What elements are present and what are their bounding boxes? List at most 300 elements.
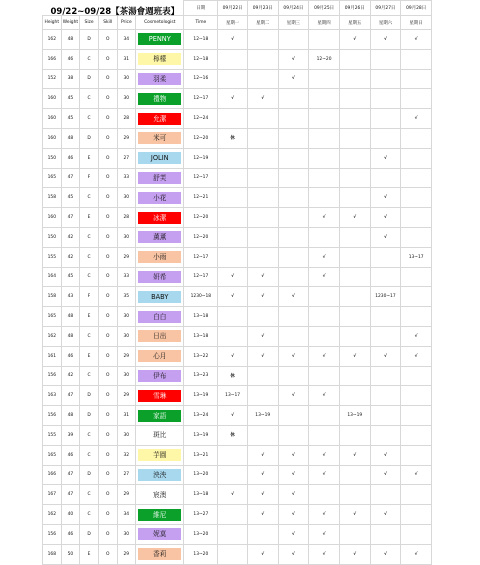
skill-cell: O bbox=[98, 346, 117, 366]
page-title: 09/22~09/28【茶湯會週班表】 bbox=[50, 6, 180, 17]
day-cell: √ bbox=[218, 30, 248, 50]
skill-cell: O bbox=[98, 326, 117, 346]
day-cell bbox=[247, 227, 278, 247]
day-cell bbox=[309, 366, 340, 386]
day-cell bbox=[401, 208, 432, 228]
size-cell: D bbox=[80, 386, 99, 406]
day-cell: √ bbox=[339, 445, 370, 465]
day-cell bbox=[218, 148, 248, 168]
day-cell: √ bbox=[370, 188, 401, 208]
table-row bbox=[43, 287, 432, 307]
day-cell bbox=[247, 425, 278, 445]
skill-cell: O bbox=[98, 524, 117, 544]
weight-cell: 45 bbox=[61, 109, 80, 129]
day-cell: √ bbox=[401, 544, 432, 564]
height-cell: 158 bbox=[43, 188, 62, 208]
height-cell: 150 bbox=[43, 148, 62, 168]
day-cell: √ bbox=[247, 287, 278, 307]
column-header-skill: Skill bbox=[98, 16, 117, 30]
time-cell: 12~18 bbox=[184, 49, 218, 69]
day-cell: √ bbox=[278, 287, 309, 307]
price-cell: 30 bbox=[117, 366, 136, 386]
cosmetologist-name: 舒芙 bbox=[138, 172, 181, 184]
price-cell: 34 bbox=[117, 30, 136, 50]
date-header: 09月28日 bbox=[401, 1, 432, 16]
time-cell: 13~18 bbox=[184, 485, 218, 505]
skill-cell: O bbox=[98, 227, 117, 247]
day-cell bbox=[401, 425, 432, 445]
cosmetologist-cell bbox=[136, 425, 184, 445]
day-cell bbox=[218, 465, 248, 485]
day-cell bbox=[339, 69, 370, 89]
skill-cell: O bbox=[98, 247, 117, 267]
day-cell: √ bbox=[247, 505, 278, 525]
day-cell bbox=[309, 148, 340, 168]
day-cell: √ bbox=[370, 208, 401, 228]
day-cell bbox=[401, 128, 432, 148]
size-cell: C bbox=[80, 49, 99, 69]
weight-cell: 43 bbox=[61, 287, 80, 307]
height-cell: 160 bbox=[43, 89, 62, 109]
size-cell: D bbox=[80, 524, 99, 544]
cosmetologist-cell bbox=[136, 30, 184, 50]
cosmetologist-cell bbox=[136, 465, 184, 485]
size-cell: E bbox=[80, 544, 99, 564]
day-cell bbox=[401, 188, 432, 208]
price-cell: 30 bbox=[117, 89, 136, 109]
day-cell bbox=[370, 366, 401, 386]
day-cell: √ bbox=[278, 445, 309, 465]
column-header-size: Size bbox=[80, 16, 99, 30]
time-cell: 13~18 bbox=[184, 307, 218, 327]
price-cell: 31 bbox=[117, 406, 136, 426]
day-cell bbox=[218, 524, 248, 544]
column-header-cosmetologist: Cosmetologist bbox=[136, 16, 184, 30]
time-cell: 1230~18 bbox=[184, 287, 218, 307]
time-cell: 13~21 bbox=[184, 445, 218, 465]
day-cell: √ bbox=[309, 267, 340, 287]
price-cell: 35 bbox=[117, 287, 136, 307]
day-cell bbox=[339, 188, 370, 208]
day-cell: √ bbox=[278, 69, 309, 89]
skill-cell: O bbox=[98, 49, 117, 69]
day-cell bbox=[218, 445, 248, 465]
table-row bbox=[43, 30, 432, 50]
price-cell: 29 bbox=[117, 346, 136, 366]
height-cell: 161 bbox=[43, 346, 62, 366]
price-cell: 31 bbox=[117, 49, 136, 69]
day-cell bbox=[278, 148, 309, 168]
cosmetologist-cell bbox=[136, 148, 184, 168]
date-header: 09月24日 bbox=[278, 1, 309, 16]
skill-cell: O bbox=[98, 307, 117, 327]
height-cell: 155 bbox=[43, 247, 62, 267]
day-cell bbox=[247, 49, 278, 69]
height-cell: 160 bbox=[43, 208, 62, 228]
day-cell: √ bbox=[309, 544, 340, 564]
height-cell: 160 bbox=[43, 128, 62, 148]
day-cell bbox=[339, 307, 370, 327]
cosmetologist-cell bbox=[136, 89, 184, 109]
day-cell bbox=[370, 406, 401, 426]
skill-cell: O bbox=[98, 386, 117, 406]
cosmetologist-name: 雪琳 bbox=[138, 390, 181, 402]
cosmetologist-cell bbox=[136, 267, 184, 287]
day-cell bbox=[401, 485, 432, 505]
weight-cell: 50 bbox=[61, 544, 80, 564]
day-cell bbox=[339, 168, 370, 188]
day-cell bbox=[309, 227, 340, 247]
table-row bbox=[43, 465, 432, 485]
cosmetologist-cell bbox=[136, 544, 184, 564]
price-cell: 30 bbox=[117, 524, 136, 544]
day-cell bbox=[370, 69, 401, 89]
size-cell: C bbox=[80, 326, 99, 346]
weight-cell: 40 bbox=[61, 505, 80, 525]
day-cell bbox=[247, 307, 278, 327]
height-cell: 155 bbox=[43, 425, 62, 445]
day-cell bbox=[370, 128, 401, 148]
day-cell bbox=[339, 366, 370, 386]
column-header-height: Height bbox=[43, 16, 62, 30]
cosmetologist-name: PENNY bbox=[138, 33, 181, 45]
day-cell bbox=[309, 69, 340, 89]
day-cell bbox=[401, 505, 432, 525]
header-row-dates bbox=[43, 1, 432, 16]
weight-cell: 45 bbox=[61, 267, 80, 287]
day-cell: 休 bbox=[218, 425, 248, 445]
time-cell: 13~23 bbox=[184, 366, 218, 386]
day-cell: √ bbox=[370, 227, 401, 247]
day-cell: √ bbox=[339, 30, 370, 50]
weight-cell: 48 bbox=[61, 307, 80, 327]
day-cell: √ bbox=[218, 89, 248, 109]
height-cell: 152 bbox=[43, 69, 62, 89]
price-cell: 28 bbox=[117, 208, 136, 228]
time-cell: 12~19 bbox=[184, 148, 218, 168]
day-cell bbox=[309, 128, 340, 148]
table-row bbox=[43, 247, 432, 267]
day-cell: 13~17 bbox=[218, 386, 248, 406]
day-cell bbox=[218, 49, 248, 69]
day-cell bbox=[218, 208, 248, 228]
day-cell bbox=[401, 366, 432, 386]
cosmetologist-name: 泱泱 bbox=[138, 469, 181, 481]
table-row bbox=[43, 425, 432, 445]
skill-cell: O bbox=[98, 109, 117, 129]
day-cell bbox=[218, 307, 248, 327]
day-cell bbox=[339, 326, 370, 346]
height-cell: 162 bbox=[43, 505, 62, 525]
day-cell bbox=[278, 109, 309, 129]
height-cell: 160 bbox=[43, 109, 62, 129]
size-cell: E bbox=[80, 346, 99, 366]
date-header: 09月23日 bbox=[247, 1, 278, 16]
weight-cell: 46 bbox=[61, 49, 80, 69]
price-cell: 32 bbox=[117, 445, 136, 465]
cosmetologist-name: 維尼 bbox=[138, 509, 181, 521]
day-cell bbox=[247, 366, 278, 386]
weight-cell: 47 bbox=[61, 485, 80, 505]
table-row bbox=[43, 346, 432, 366]
day-cell: √ bbox=[370, 465, 401, 485]
size-cell: D bbox=[80, 128, 99, 148]
table-row bbox=[43, 109, 432, 129]
day-cell bbox=[278, 188, 309, 208]
day-cell: √ bbox=[339, 505, 370, 525]
day-cell bbox=[370, 247, 401, 267]
day-cell: √ bbox=[218, 406, 248, 426]
cosmetologist-cell bbox=[136, 208, 184, 228]
table-row bbox=[43, 326, 432, 346]
cosmetologist-name: 冰潔 bbox=[138, 212, 181, 224]
day-cell: √ bbox=[309, 386, 340, 406]
day-cell bbox=[247, 128, 278, 148]
day-cell bbox=[218, 505, 248, 525]
day-cell: √ bbox=[339, 208, 370, 228]
size-cell: C bbox=[80, 89, 99, 109]
day-cell bbox=[218, 227, 248, 247]
size-cell: F bbox=[80, 168, 99, 188]
weight-cell: 38 bbox=[61, 69, 80, 89]
cosmetologist-cell bbox=[136, 505, 184, 525]
time-cell: 13~20 bbox=[184, 524, 218, 544]
day-cell bbox=[401, 386, 432, 406]
table-row bbox=[43, 524, 432, 544]
weight-cell: 46 bbox=[61, 148, 80, 168]
skill-cell: O bbox=[98, 128, 117, 148]
size-cell: C bbox=[80, 109, 99, 129]
day-cell bbox=[339, 524, 370, 544]
size-cell: E bbox=[80, 148, 99, 168]
skill-cell: O bbox=[98, 89, 117, 109]
weight-cell: 45 bbox=[61, 188, 80, 208]
day-cell bbox=[309, 307, 340, 327]
day-cell bbox=[401, 89, 432, 109]
day-cell bbox=[247, 188, 278, 208]
size-cell: C bbox=[80, 445, 99, 465]
day-cell: √ bbox=[247, 465, 278, 485]
day-cell bbox=[218, 109, 248, 129]
day-cell bbox=[278, 128, 309, 148]
skill-cell: O bbox=[98, 425, 117, 445]
price-cell: 30 bbox=[117, 307, 136, 327]
day-cell bbox=[339, 287, 370, 307]
price-cell: 29 bbox=[117, 544, 136, 564]
day-cell: √ bbox=[370, 346, 401, 366]
cosmetologist-name: 米可 bbox=[138, 132, 181, 144]
time-cell: 13~19 bbox=[184, 386, 218, 406]
price-cell: 33 bbox=[117, 267, 136, 287]
cosmetologist-cell bbox=[136, 366, 184, 386]
weight-cell: 47 bbox=[61, 208, 80, 228]
day-cell: √ bbox=[370, 148, 401, 168]
day-cell bbox=[401, 148, 432, 168]
time-cell: 13~19 bbox=[184, 425, 218, 445]
skill-cell: O bbox=[98, 30, 117, 50]
day-cell bbox=[218, 326, 248, 346]
day-cell: √ bbox=[339, 544, 370, 564]
cosmetologist-name: 妮莫 bbox=[138, 528, 181, 540]
day-cell bbox=[401, 406, 432, 426]
column-header-time: Time bbox=[184, 16, 218, 30]
day-cell: √ bbox=[370, 544, 401, 564]
cosmetologist-name: 心月 bbox=[138, 350, 181, 362]
size-cell: C bbox=[80, 425, 99, 445]
day-cell: 13~19 bbox=[247, 406, 278, 426]
time-cell: 13~18 bbox=[184, 326, 218, 346]
day-cell bbox=[247, 168, 278, 188]
day-cell bbox=[370, 307, 401, 327]
day-cell: √ bbox=[278, 49, 309, 69]
height-cell: 150 bbox=[43, 227, 62, 247]
day-cell bbox=[247, 386, 278, 406]
size-cell: D bbox=[80, 406, 99, 426]
weekday-header: 星期一 bbox=[218, 16, 248, 30]
weekday-header: 星期日 bbox=[401, 16, 432, 30]
day-cell bbox=[309, 109, 340, 129]
height-cell: 156 bbox=[43, 524, 62, 544]
day-cell bbox=[278, 406, 309, 426]
price-cell: 29 bbox=[117, 485, 136, 505]
day-cell: √ bbox=[339, 346, 370, 366]
day-cell: √ bbox=[247, 89, 278, 109]
height-cell: 167 bbox=[43, 485, 62, 505]
height-cell: 165 bbox=[43, 307, 62, 327]
day-cell bbox=[401, 307, 432, 327]
time-cell: 12~24 bbox=[184, 109, 218, 129]
cosmetologist-name: 斑比 bbox=[138, 429, 181, 441]
height-cell: 156 bbox=[43, 406, 62, 426]
cosmetologist-cell bbox=[136, 524, 184, 544]
price-cell: 27 bbox=[117, 148, 136, 168]
day-cell bbox=[247, 208, 278, 228]
price-cell: 30 bbox=[117, 425, 136, 445]
table-row bbox=[43, 386, 432, 406]
day-cell: √ bbox=[218, 287, 248, 307]
skill-cell: O bbox=[98, 505, 117, 525]
day-cell bbox=[218, 168, 248, 188]
price-cell: 30 bbox=[117, 188, 136, 208]
cosmetologist-name: 禮物 bbox=[138, 93, 181, 105]
cosmetologist-name: 香莉 bbox=[138, 548, 181, 560]
size-cell: C bbox=[80, 227, 99, 247]
skill-cell: O bbox=[98, 485, 117, 505]
day-cell bbox=[278, 247, 309, 267]
day-cell bbox=[401, 524, 432, 544]
day-cell: √ bbox=[370, 505, 401, 525]
weight-cell: 46 bbox=[61, 346, 80, 366]
cosmetologist-name: 小花 bbox=[138, 192, 181, 204]
schedule-body bbox=[43, 30, 432, 565]
cosmetologist-cell bbox=[136, 247, 184, 267]
table-row bbox=[43, 267, 432, 287]
height-cell: 168 bbox=[43, 544, 62, 564]
table-row bbox=[43, 227, 432, 247]
day-cell bbox=[339, 425, 370, 445]
height-cell: 163 bbox=[43, 386, 62, 406]
table-row bbox=[43, 406, 432, 426]
table-row bbox=[43, 69, 432, 89]
weekday-header: 星期三 bbox=[278, 16, 309, 30]
day-cell bbox=[370, 109, 401, 129]
table-row bbox=[43, 168, 432, 188]
time-cell: 12~17 bbox=[184, 267, 218, 287]
size-cell: D bbox=[80, 30, 99, 50]
cosmetologist-cell bbox=[136, 109, 184, 129]
height-cell: 162 bbox=[43, 326, 62, 346]
price-cell: 28 bbox=[117, 109, 136, 129]
day-cell bbox=[339, 267, 370, 287]
weight-cell: 47 bbox=[61, 168, 80, 188]
height-cell: 156 bbox=[43, 366, 62, 386]
table-row bbox=[43, 485, 432, 505]
size-cell: C bbox=[80, 485, 99, 505]
height-cell: 158 bbox=[43, 287, 62, 307]
day-cell bbox=[278, 30, 309, 50]
weekday-header: 星期六 bbox=[370, 16, 401, 30]
height-cell: 165 bbox=[43, 445, 62, 465]
cosmetologist-cell bbox=[136, 287, 184, 307]
day-cell bbox=[218, 188, 248, 208]
table-row bbox=[43, 366, 432, 386]
day-cell bbox=[247, 524, 278, 544]
cosmetologist-name: JOLIN bbox=[138, 152, 181, 164]
day-cell: √ bbox=[278, 524, 309, 544]
day-cell bbox=[278, 267, 309, 287]
day-cell: √ bbox=[401, 346, 432, 366]
date-header: 09月22日 bbox=[218, 1, 248, 16]
day-cell: √ bbox=[218, 346, 248, 366]
table-row bbox=[43, 544, 432, 564]
day-cell bbox=[278, 326, 309, 346]
day-cell bbox=[401, 69, 432, 89]
size-cell: D bbox=[80, 69, 99, 89]
day-cell: √ bbox=[309, 505, 340, 525]
size-cell: C bbox=[80, 366, 99, 386]
day-cell bbox=[370, 485, 401, 505]
day-cell: √ bbox=[278, 346, 309, 366]
day-cell: √ bbox=[218, 267, 248, 287]
skill-cell: O bbox=[98, 69, 117, 89]
weight-cell: 46 bbox=[61, 524, 80, 544]
size-cell: C bbox=[80, 247, 99, 267]
skill-cell: O bbox=[98, 287, 117, 307]
price-cell: 29 bbox=[117, 247, 136, 267]
day-cell: √ bbox=[247, 445, 278, 465]
day-cell: √ bbox=[247, 544, 278, 564]
day-cell bbox=[218, 544, 248, 564]
height-cell: 165 bbox=[43, 168, 62, 188]
day-cell bbox=[339, 109, 370, 129]
weight-cell: 46 bbox=[61, 445, 80, 465]
day-cell bbox=[278, 366, 309, 386]
day-cell bbox=[401, 287, 432, 307]
day-cell bbox=[309, 485, 340, 505]
day-cell bbox=[370, 425, 401, 445]
skill-cell: O bbox=[98, 406, 117, 426]
day-cell bbox=[278, 307, 309, 327]
day-cell bbox=[218, 247, 248, 267]
cosmetologist-cell bbox=[136, 386, 184, 406]
day-cell bbox=[370, 524, 401, 544]
time-cell: 13~20 bbox=[184, 465, 218, 485]
size-cell: E bbox=[80, 208, 99, 228]
day-cell: 12~20 bbox=[309, 49, 340, 69]
table-row bbox=[43, 307, 432, 327]
size-cell: D bbox=[80, 465, 99, 485]
price-cell: 30 bbox=[117, 227, 136, 247]
